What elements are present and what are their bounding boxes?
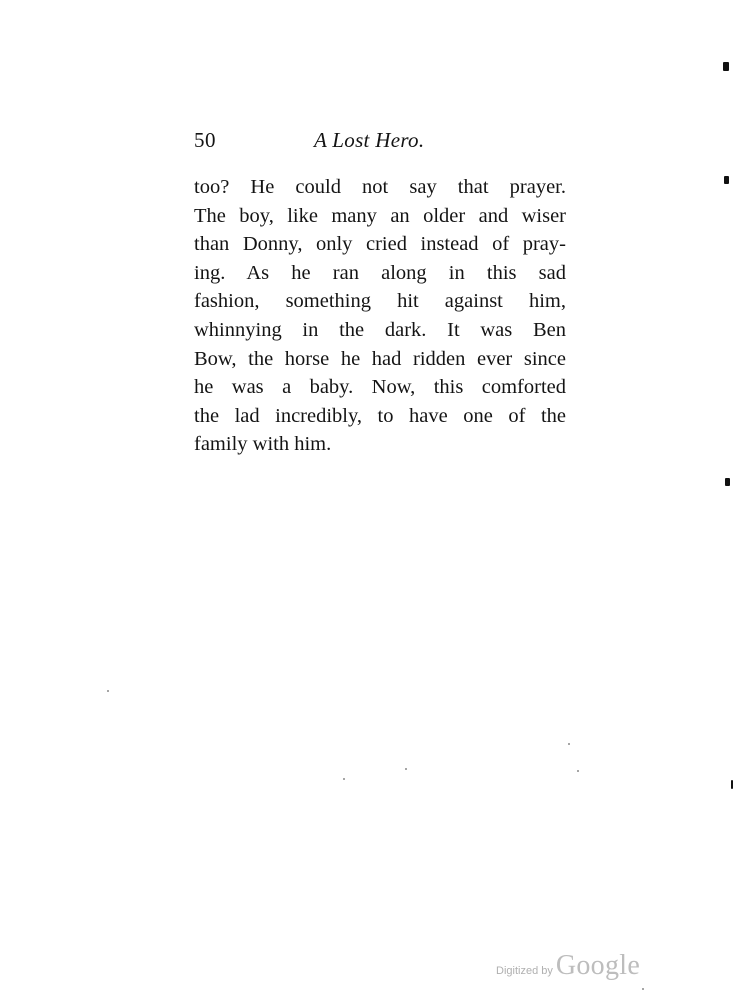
scan-speck xyxy=(343,778,345,780)
scan-speck xyxy=(577,770,579,772)
scan-speck xyxy=(107,690,109,692)
text-line: ing. As he ran along in this sad xyxy=(194,261,566,284)
text-line: family with him. xyxy=(194,433,332,456)
page-header xyxy=(194,128,566,158)
text-line: fashion, something hit against him, xyxy=(194,290,566,313)
scan-speck xyxy=(568,743,570,745)
running-title: A Lost Hero. xyxy=(314,128,425,152)
text-line: than Donny, only cried instead of pray- xyxy=(194,233,566,256)
text-line: Bow, the horse he had ridden ever since xyxy=(194,347,566,370)
scan-speck xyxy=(405,768,407,770)
scan-mark xyxy=(731,780,733,789)
watermark-label: Digitized by xyxy=(496,965,553,977)
digitized-watermark xyxy=(496,950,640,984)
scan-speck xyxy=(642,988,644,990)
text-line: too? He could not say that prayer. xyxy=(194,176,566,198)
text-line: The boy, like many an older and wiser xyxy=(194,204,566,227)
google-logo: Google xyxy=(555,950,641,981)
scan-mark xyxy=(723,62,729,71)
text-line: whinnying in the dark. It was Ben xyxy=(194,318,566,341)
text-line: the lad incredibly, to have one of the xyxy=(194,404,566,427)
scan-mark xyxy=(725,478,730,486)
body-text xyxy=(194,173,566,459)
scan-mark xyxy=(724,176,729,184)
text-line: he was a baby. Now, this comforted xyxy=(194,376,566,399)
page-number: 50 xyxy=(194,128,216,152)
